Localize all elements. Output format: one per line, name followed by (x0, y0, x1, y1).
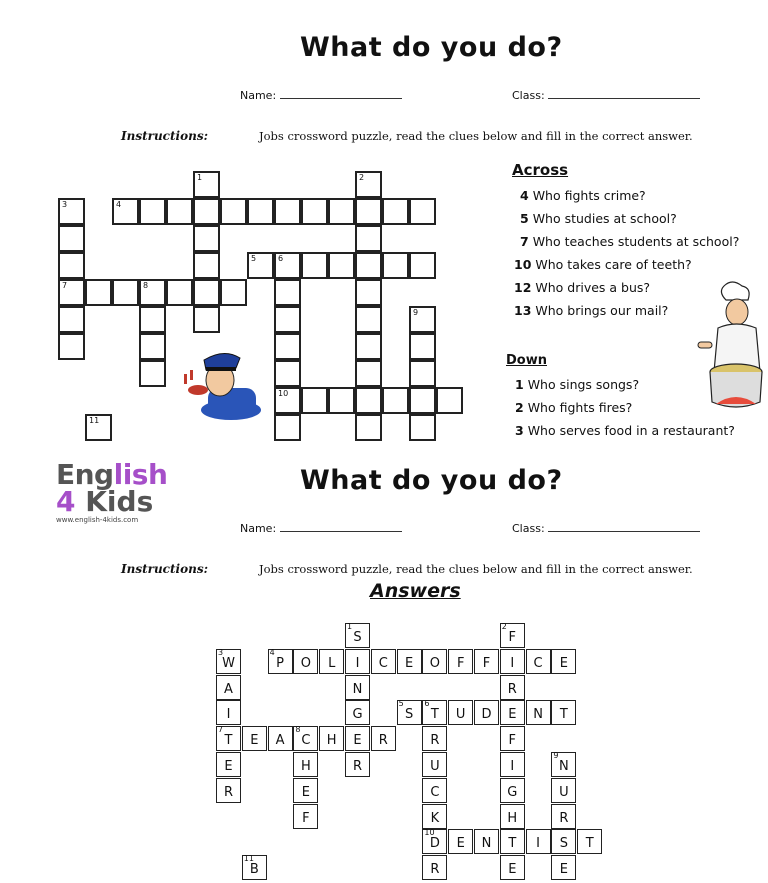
answer-cell (345, 726, 370, 751)
answer-cell-letter: C (430, 784, 440, 800)
crossword-cell-number: 4 (116, 200, 122, 209)
answer-cell (422, 855, 447, 880)
answer-cell-letter: I (355, 655, 360, 671)
answer-cell-number: 2 (501, 622, 507, 631)
answer-cell-letter: H (507, 810, 518, 826)
answer-cell-letter: S (404, 707, 414, 723)
answer-cell-letter: S (353, 630, 362, 645)
answer-cell-number: 7 (218, 725, 224, 735)
answer-cell (216, 649, 241, 674)
answer-cell-letter: W (222, 655, 235, 671)
answer-cell-letter: F (508, 733, 517, 749)
answer-cell-letter: K (430, 810, 440, 826)
answer-cell (551, 649, 576, 674)
logo-url: www.english-4kids.com (56, 516, 139, 524)
answer-cell (500, 829, 525, 854)
answer-cell (216, 778, 241, 803)
answer-class-field: Class: (512, 521, 700, 535)
answer-cell (551, 855, 576, 880)
answers-heading: Answers (370, 580, 461, 602)
answer-instructions-text: Jobs crossword puzzle, read the clues below and fill in the correct answer. (259, 562, 693, 576)
answer-cell-letter: A (275, 733, 285, 749)
answer-cell-letter: T (559, 707, 568, 723)
answer-cell (293, 649, 318, 674)
answer-cell (345, 623, 370, 648)
answer-cell-letter: R (352, 759, 363, 774)
across-heading: Across (512, 161, 569, 179)
answer-cell-letter: E (559, 862, 568, 878)
answer-cell (268, 649, 293, 674)
clue-down-1: 1 Who sings songs? (515, 377, 640, 392)
answer-cell-letter: N (559, 759, 569, 774)
answer-page-title: What do you do? (300, 465, 563, 496)
answer-cell-letter: G (507, 784, 518, 800)
answer-cell-letter: E (508, 862, 517, 878)
answer-cell-letter: E (559, 655, 568, 671)
class-label: Class: (512, 89, 545, 102)
crossword-cell-number: 9 (413, 308, 419, 317)
answer-cell-letter: I (536, 836, 541, 852)
answer-cell (293, 752, 318, 777)
answer-cell (216, 752, 241, 777)
answer-cell-letter: E (456, 836, 465, 852)
answer-cell (500, 778, 525, 803)
answer-cell (216, 675, 241, 700)
answer-cell (422, 778, 447, 803)
answer-cell-letter: H (326, 733, 337, 749)
answer-cell (422, 726, 447, 751)
answer-cell (293, 726, 318, 751)
answer-cell-letter: L (328, 655, 336, 671)
answer-cell-letter: R (378, 733, 388, 749)
clue-across-12: 12 Who drives a bus? (514, 280, 651, 295)
clue-down-3: 3 Who serves food in a restaurant? (515, 423, 735, 438)
answer-cell-letter: R (430, 862, 440, 878)
answer-cell (242, 855, 267, 880)
answer-cell-number: 1 (347, 622, 353, 631)
answer-cell (345, 649, 370, 674)
answer-cell (526, 829, 551, 854)
crossword-cell-number: 6 (278, 254, 284, 263)
answer-cell (345, 700, 370, 725)
answer-cell-letter: H (301, 759, 311, 774)
answer-cell (500, 726, 525, 751)
answer-cell-letter: N (481, 836, 492, 852)
answer-cell-letter: I (510, 759, 515, 774)
answer-cell-letter: E (508, 707, 517, 723)
answer-cell-letter: D (481, 707, 492, 723)
answer-cell-number: 5 (398, 699, 404, 709)
answer-cell-letter: C (378, 655, 388, 671)
clue-across-4: 4 Who fights crime? (520, 188, 646, 203)
answer-cell-letter: F (482, 655, 491, 671)
clue-down-2: 2 Who fights fires? (515, 400, 633, 415)
answer-cell (319, 726, 344, 751)
answer-cell-letter: U (559, 784, 569, 800)
logo: English 4 Kids www.english-4kids.com (56, 458, 168, 524)
crossword-cell-number: 1 (197, 173, 203, 182)
answer-cell-letter: R (430, 733, 440, 749)
answer-cell-letter: F (302, 810, 310, 826)
crossword-cell-number: 7 (62, 281, 68, 290)
answer-cell-number: 8 (295, 725, 301, 735)
name-label: Name: (240, 89, 277, 102)
answer-cell-letter: U (455, 707, 466, 723)
crossword-cell-number: 8 (143, 281, 149, 290)
clue-across-10: 10 Who takes care of teeth? (514, 257, 692, 272)
answer-cell-letter: O (300, 655, 311, 671)
answer-cell-letter: C (301, 733, 311, 749)
answer-cell-number: 10 (424, 828, 435, 838)
clue-across-7: 7 Who teaches students at school? (520, 234, 740, 249)
answer-cell (422, 700, 447, 725)
answer-cell (500, 752, 525, 777)
answer-cell (448, 829, 473, 854)
answer-cell (500, 649, 525, 674)
answer-cell (422, 649, 447, 674)
answer-cell (293, 804, 318, 829)
answer-cell-letter: N (352, 681, 363, 697)
answer-cell-letter: B (249, 862, 259, 878)
page-title: What do you do? (300, 32, 563, 63)
crossword-cell-number: 2 (359, 173, 365, 182)
answer-cell-letter: S (559, 836, 569, 852)
answer-cell (319, 649, 344, 674)
crossword-cell-number: 11 (89, 416, 100, 425)
answer-cell-letter: F (508, 630, 517, 645)
answer-cell-letter: E (250, 733, 259, 749)
answer-cell-letter: A (224, 681, 233, 697)
answer-cell-letter: E (353, 733, 362, 749)
answer-cell (422, 804, 447, 829)
answer-cell-letter: T (430, 707, 439, 723)
answer-cell (526, 649, 551, 674)
answer-cell (448, 700, 473, 725)
answer-cell (448, 649, 473, 674)
answer-cell (551, 700, 576, 725)
answer-cell-letter: D (429, 836, 440, 852)
answer-cell-letter: R (559, 810, 569, 826)
answer-cell-letter: E (224, 759, 233, 774)
answer-cell-letter: R (223, 784, 234, 800)
answer-cell (371, 649, 396, 674)
down-heading: Down (506, 353, 547, 368)
answer-cell-letter: P (276, 655, 285, 671)
answer-cell-letter: G (352, 707, 363, 723)
answer-cell-number: 9 (553, 751, 559, 760)
answer-cell (474, 700, 499, 725)
answer-cell (526, 700, 551, 725)
crossword-cell-number: 10 (278, 389, 289, 398)
answer-cell (500, 804, 525, 829)
answer-cell-letter: T (585, 836, 594, 852)
answer-cell-letter: E (301, 784, 310, 800)
answer-cell-letter: T (224, 733, 233, 749)
answer-cell (500, 855, 525, 880)
clue-across-13: 13 Who brings our mail? (514, 303, 669, 318)
answer-cell (500, 700, 525, 725)
answer-cell (345, 675, 370, 700)
instructions-text: Jobs crossword puzzle, read the clues below and fill in the correct answer. (259, 129, 693, 143)
answer-cell (422, 752, 447, 777)
answer-cell-letter: T (508, 836, 517, 852)
answer-cell-number: 11 (243, 854, 254, 864)
answer-cell-letter: F (456, 655, 465, 671)
answer-name-field: Name: (240, 521, 402, 535)
answer-instructions-label: Instructions: (121, 562, 209, 576)
answer-cell (500, 675, 525, 700)
crossword-cell-number: 3 (62, 200, 68, 209)
answer-cell-number: 4 (269, 647, 275, 657)
answer-cell (345, 752, 370, 777)
answer-cell (500, 623, 525, 648)
answer-cell-letter: O (429, 655, 440, 671)
answer-cell (577, 829, 602, 854)
answer-cell-letter: U (430, 759, 440, 774)
answer-cell-letter: N (533, 707, 543, 723)
answer-cell (397, 649, 422, 674)
answer-cell (422, 829, 447, 854)
answer-cell (268, 726, 293, 751)
crossword-cell-number: 5 (251, 254, 257, 263)
answer-cell (474, 649, 499, 674)
answer-cell (551, 829, 576, 854)
answer-cell-letter: C (533, 655, 543, 671)
answer-cell (293, 778, 318, 803)
answer-cell (397, 700, 422, 725)
answer-cell-letter: I (226, 707, 231, 723)
answer-cell-number: 3 (218, 647, 224, 657)
clue-across-5: 5 Who studies at school? (520, 211, 677, 226)
instructions-label: Instructions: (121, 129, 209, 143)
answer-cell-letter: E (404, 655, 414, 671)
answer-cell (216, 700, 241, 725)
answer-cell-number: 6 (424, 699, 430, 709)
answer-cell (242, 726, 267, 751)
answer-cell (371, 726, 396, 751)
answer-cell (551, 778, 576, 803)
answer-cell (551, 752, 576, 777)
answer-cell-letter: I (510, 655, 515, 671)
answer-cell-letter: R (507, 681, 517, 697)
answer-cell (551, 804, 576, 829)
answer-cell (474, 829, 499, 854)
answer-cell (216, 726, 241, 751)
